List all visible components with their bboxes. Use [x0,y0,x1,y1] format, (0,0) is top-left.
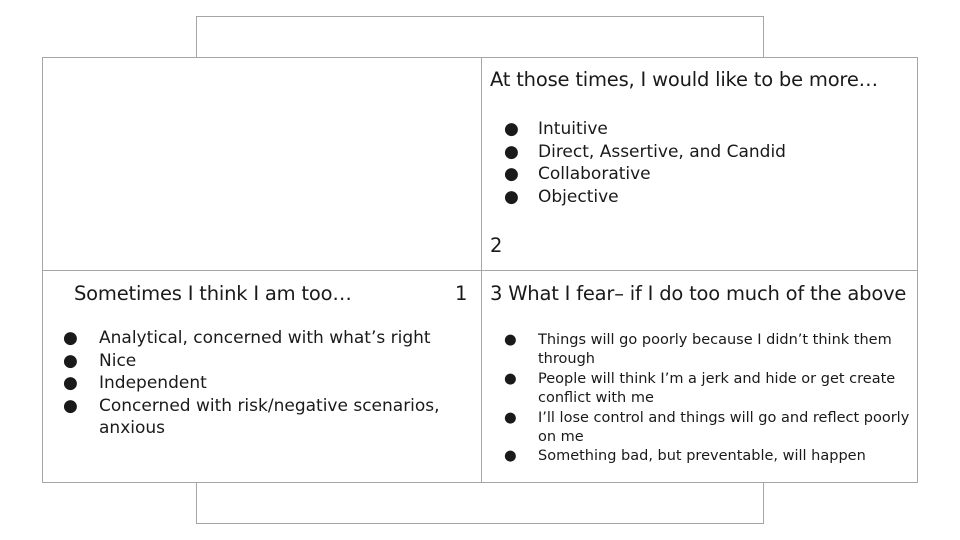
bullet-list [63,327,473,440]
bullet-icon: ● [504,186,519,207]
list-item [63,372,473,395]
list-item-text: People will think I’m a jerk and hide or get create conflict with me [538,370,896,407]
quadrant-title: At those times, I would like to be more… [490,68,878,91]
bullet-icon: ● [63,328,78,348]
bullet-icon: ● [63,373,78,393]
quadrant-top-left [43,58,481,270]
list-item-text: I’ll lose control and things will go and reflect poorly on me [538,409,910,446]
bullet-icon: ● [504,164,519,184]
list-item [504,409,912,448]
list-item [504,186,786,209]
list-item-text: Something bad, but preventable, will happen [538,448,866,465]
list-item [504,370,912,409]
quadrant-title: 3 What I fear– if I do too much of the above [490,282,907,305]
list-item [63,327,473,350]
list-item-text: Things will go poorly because I didn’t think them through [538,332,892,368]
list-item [63,350,473,373]
bullet-icon: ● [504,409,517,426]
list-item [504,447,912,466]
quadrant-grid [42,57,918,483]
list-item [504,331,912,370]
list-item [63,395,473,440]
bullet-icon: ● [504,119,519,139]
bullet-icon: ● [63,395,78,416]
quadrant-bottom-right [482,271,918,482]
bullet-list [504,331,912,467]
quadrant-top-right [482,58,918,270]
list-item-text: Direct, Assertive, and Candid [538,141,786,162]
quadrant-number: 2 [490,234,503,257]
bullet-icon: ● [504,448,517,465]
list-item-text: Collaborative [538,164,651,184]
list-item-text: Concerned with risk/negative scenarios, anxious [99,395,440,438]
quadrant-title: Sometimes I think I am too… [74,282,352,305]
list-item [504,163,786,186]
quadrant-number: 1 [455,282,468,305]
bullet-icon: ● [63,350,78,371]
list-item [504,118,786,141]
list-item [504,141,786,164]
list-item-text: Nice [99,350,137,371]
list-item-text: Independent [99,373,207,393]
list-item-text: Objective [538,186,619,207]
bullet-icon: ● [504,332,517,348]
bullet-icon: ● [504,141,519,162]
list-item-text: Analytical, concerned with what’s right [99,328,431,348]
list-item-text: Intuitive [538,119,608,139]
bullet-list [504,118,786,208]
quadrant-bottom-left [43,271,481,482]
bullet-icon: ● [504,370,517,387]
